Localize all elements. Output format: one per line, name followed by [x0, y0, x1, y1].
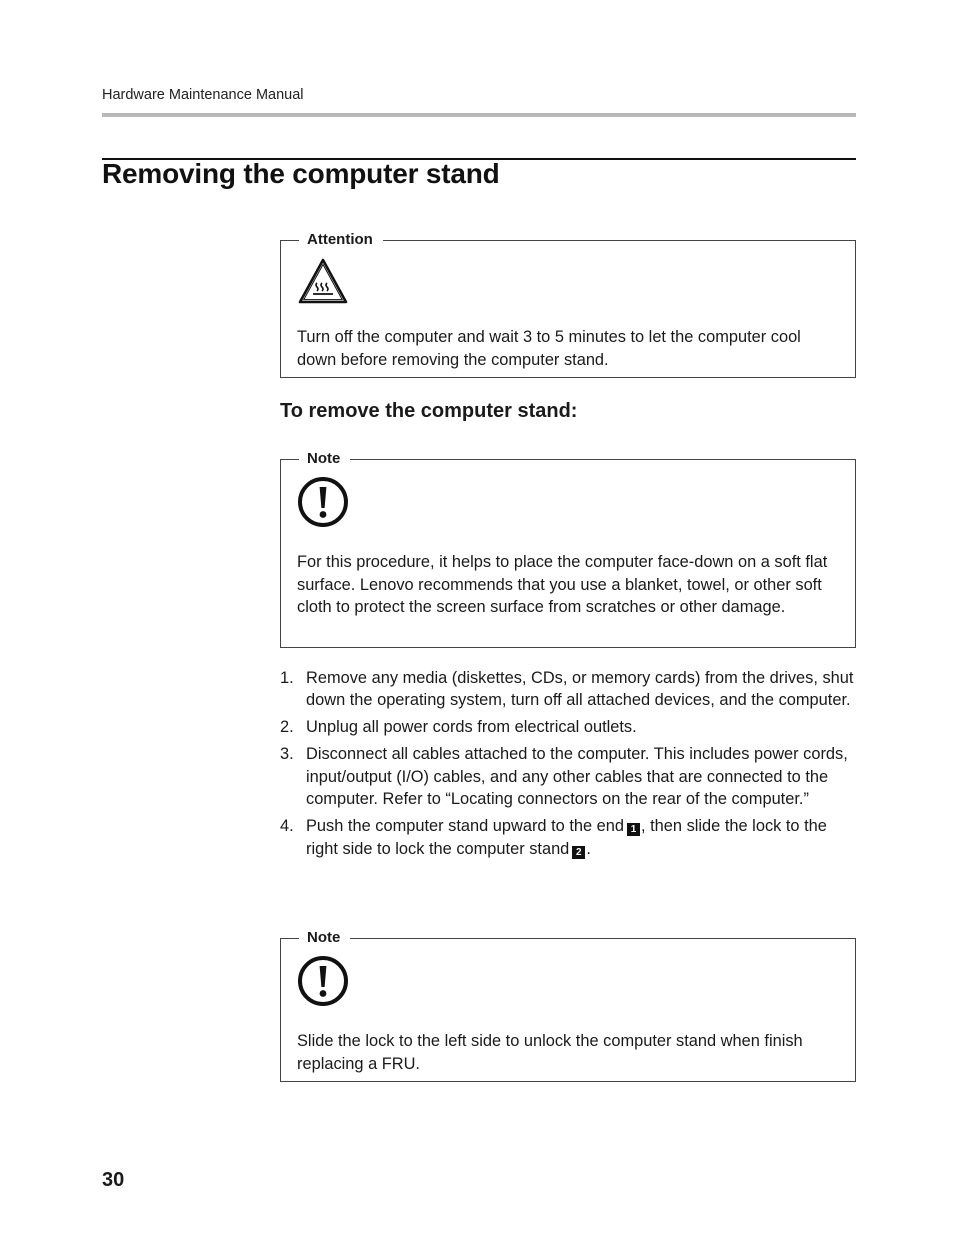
step-text: Unplug all power cords from electrical outlets. — [306, 718, 637, 737]
attention-text: Turn off the computer and wait 3 to 5 minutes to let the computer cool down before removing the computer stand. — [297, 328, 801, 369]
exclamation-circle-icon — [297, 955, 349, 1012]
page-title: Removing the computer stand — [102, 158, 500, 189]
list-item — [280, 716, 860, 738]
step-text: Disconnect all cables attached to the computer. This includes power cords, input/output (I/O) cables, and any other cables that are connected to the computer. Refer to “Locating connectors on the rear of the computer.” — [306, 745, 848, 809]
step-number: 4. — [280, 817, 294, 836]
procedure-steps — [280, 667, 860, 865]
note-text: Slide the lock to the left side to unlock the computer stand when finish replacing a FRU. — [297, 1032, 803, 1073]
hot-surface-warning-icon — [297, 257, 349, 310]
callout-badge-1: 1 — [627, 823, 640, 836]
header-rule — [102, 113, 856, 117]
note-box-procedure — [280, 450, 856, 648]
step-text: . — [586, 839, 591, 858]
list-item — [280, 743, 860, 810]
step-number: 2. — [280, 718, 294, 737]
attention-box — [280, 231, 856, 378]
running-header: Hardware Maintenance Manual — [102, 87, 304, 103]
list-item — [280, 815, 860, 860]
note-box-unlock — [280, 929, 856, 1082]
note-label: Note — [299, 448, 350, 470]
step-number: 3. — [280, 745, 294, 764]
list-item — [280, 667, 860, 712]
step-number: 1. — [280, 669, 294, 687]
procedure-subheading: To remove the computer stand: — [280, 400, 578, 422]
step-text: , then slide the lock to the right side to lock the computer stand — [306, 817, 827, 858]
callout-badge-2: 2 — [572, 846, 585, 859]
note-text: For this procedure, it helps to place the computer face-down on a soft flat surface. Lenovo recommends that you use a blanket, towel, or other soft cloth to protect the screen surface from scratches or other damage. — [297, 553, 828, 617]
exclamation-circle-icon — [297, 476, 349, 533]
step-text: Push the computer stand upward to the end — [306, 817, 625, 836]
attention-label: Attention — [299, 229, 383, 251]
step-text: Remove any media (diskettes, CDs, or memory cards) from the drives, shut down the operating system, turn off all attached devices, and the computer. — [306, 669, 854, 710]
page-number: 30 — [102, 1169, 125, 1191]
note-label: Note — [299, 927, 350, 949]
